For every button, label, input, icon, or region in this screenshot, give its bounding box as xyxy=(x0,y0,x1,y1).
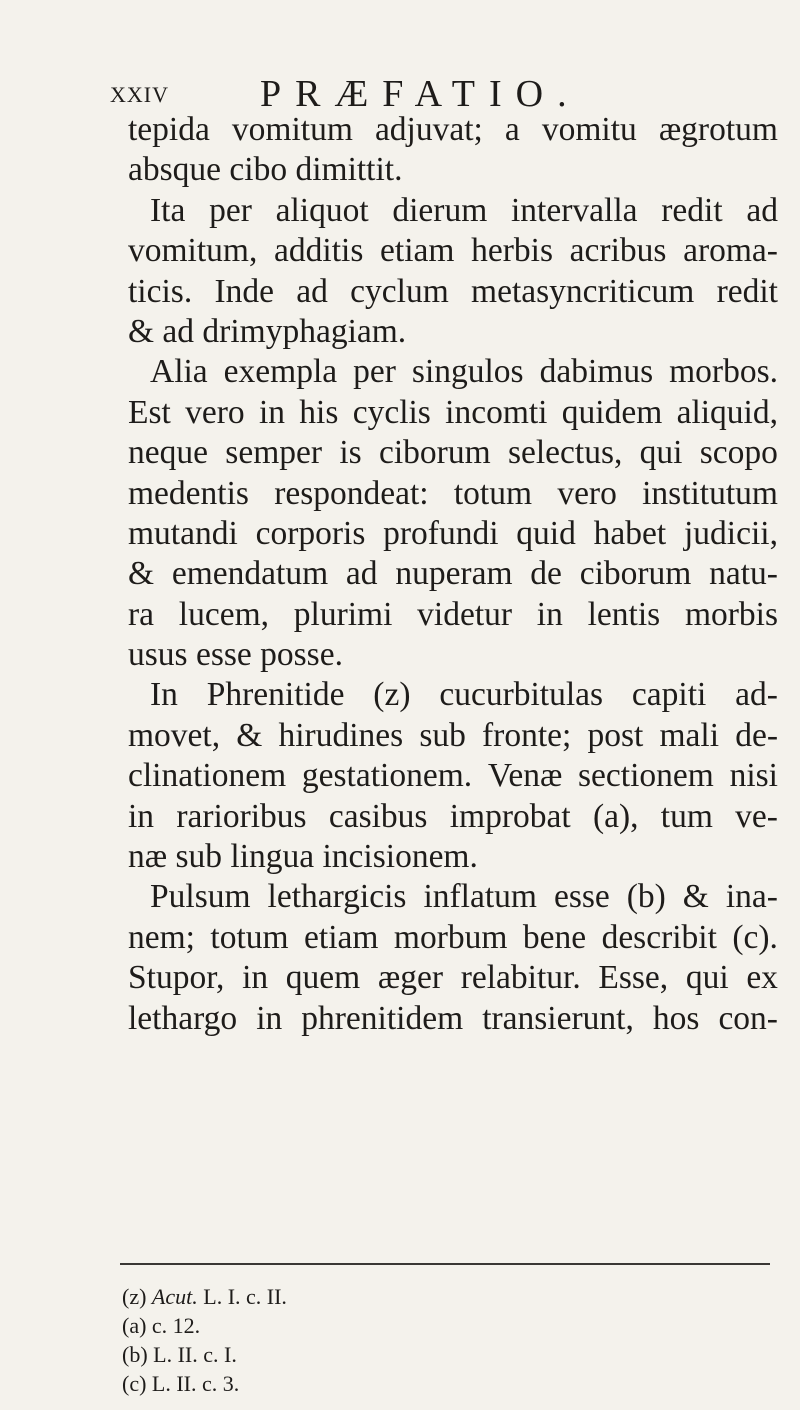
word: etiam xyxy=(380,232,455,270)
word: improbat xyxy=(449,797,571,835)
word: phrenitidem xyxy=(301,999,464,1037)
word: ina- xyxy=(725,878,778,916)
word: Ita xyxy=(150,191,186,229)
word: (a), xyxy=(592,797,639,835)
word: redit xyxy=(716,272,778,310)
word: respondeat: xyxy=(274,474,429,512)
word: etiam xyxy=(304,918,379,956)
word: profundi xyxy=(383,514,499,552)
word: incomti xyxy=(445,393,548,431)
text-line xyxy=(128,514,778,554)
word: vomitum xyxy=(231,111,353,148)
word: ciborum xyxy=(579,555,692,593)
footnote-reference: L. I. c. II. xyxy=(203,1284,287,1309)
word: movet, xyxy=(128,716,221,754)
word: ciborum xyxy=(379,434,491,472)
word: vomitu xyxy=(541,111,637,148)
word: quidem xyxy=(561,393,663,431)
word: Stupor, xyxy=(128,959,225,997)
word: Venæ xyxy=(487,757,563,795)
word: ad xyxy=(345,555,378,593)
text-line: absque cibo dimittit. xyxy=(128,151,403,189)
footnote-reference: c. 12. xyxy=(151,1313,201,1338)
word: scopo xyxy=(699,434,778,472)
word: casibus xyxy=(328,797,428,835)
word: totum xyxy=(210,918,289,956)
word: lucem, xyxy=(178,595,270,633)
word: ad xyxy=(296,272,328,310)
word: dabimus xyxy=(539,353,654,391)
word: tum xyxy=(660,797,713,835)
text-line: usus esse posse. xyxy=(128,636,343,674)
text-line xyxy=(128,877,778,917)
footnote-mark: (z) xyxy=(122,1284,152,1309)
text-line xyxy=(128,110,778,150)
word: morbum xyxy=(393,918,508,956)
word: æger xyxy=(377,959,444,997)
word: metasyncriticum xyxy=(471,272,695,310)
word: bene xyxy=(522,918,587,956)
text-line xyxy=(128,231,778,271)
word: cyclis xyxy=(352,393,431,431)
word: singulos xyxy=(411,353,524,391)
footnote-reference: L. II. c. I. xyxy=(153,1342,237,1367)
word: plurimi xyxy=(293,595,393,633)
text-line: næ sub lingua incisionem. xyxy=(128,838,478,876)
footnote xyxy=(122,1369,287,1398)
word: totum xyxy=(453,474,533,512)
word: sub xyxy=(419,716,466,754)
text-line: & ad drimyphagiam. xyxy=(128,312,407,350)
text-line xyxy=(128,918,778,958)
text-line xyxy=(128,191,778,231)
word: cyclum xyxy=(350,272,449,310)
text-line xyxy=(128,999,778,1039)
word: clinationem xyxy=(128,757,287,795)
word: (c). xyxy=(732,918,778,956)
word: morbos. xyxy=(669,353,778,391)
text-line xyxy=(128,958,778,998)
word: & xyxy=(236,716,263,754)
text-line xyxy=(128,474,778,514)
word: selectus, xyxy=(507,434,623,472)
word: esse xyxy=(553,878,610,916)
word: vomitum, xyxy=(128,232,258,270)
word: lethargo xyxy=(128,999,238,1037)
word: videtur xyxy=(417,595,513,633)
word: post xyxy=(587,716,644,754)
text-line xyxy=(128,595,778,635)
footnote-mark: (b) xyxy=(122,1342,154,1367)
word: qui xyxy=(639,434,683,472)
word: de- xyxy=(735,716,778,754)
word: Inde xyxy=(214,272,274,310)
word: herbis xyxy=(471,232,553,270)
text-line xyxy=(128,393,778,433)
text-line xyxy=(128,675,778,715)
word: acribus xyxy=(569,232,667,270)
word: neque xyxy=(128,434,208,472)
footnote xyxy=(122,1282,287,1311)
word: in xyxy=(258,393,285,431)
word: Pulsum xyxy=(150,878,251,916)
word: in xyxy=(536,595,563,633)
word: In xyxy=(150,676,178,714)
text-line xyxy=(128,272,778,312)
page-header xyxy=(110,60,770,115)
running-title: PRÆFATIO. xyxy=(260,73,581,115)
footnote-mark: (a) xyxy=(122,1313,152,1338)
word: Esse, xyxy=(598,959,669,997)
word: vero xyxy=(185,393,245,431)
word: & xyxy=(128,555,155,593)
word: lentis xyxy=(587,595,661,633)
footnote xyxy=(122,1340,287,1369)
word: rarioribus xyxy=(176,797,307,835)
text-line xyxy=(128,433,778,473)
word: morbis xyxy=(684,595,778,633)
word: institutum xyxy=(642,474,778,512)
word: Alia xyxy=(150,353,208,391)
word: quid xyxy=(516,514,576,552)
text-line xyxy=(128,554,778,594)
word: (b) xyxy=(626,878,666,916)
word: & xyxy=(682,878,709,916)
word: nisi xyxy=(729,757,778,795)
word: hos xyxy=(652,999,700,1037)
word: medentis xyxy=(128,474,249,512)
word: lethargicis xyxy=(267,878,407,916)
word: natu- xyxy=(709,555,778,593)
word: additis xyxy=(274,232,364,270)
footnotes xyxy=(122,1282,287,1398)
word: describit xyxy=(601,918,717,956)
word: Phrenitide xyxy=(206,676,345,714)
text-line xyxy=(128,756,778,796)
body-text xyxy=(128,110,778,1039)
word: is xyxy=(339,434,362,472)
word: dierum xyxy=(392,191,488,229)
word: per xyxy=(353,353,396,391)
word: emendatum xyxy=(171,555,329,593)
word: capiti xyxy=(631,676,707,714)
word: aliquid, xyxy=(676,393,778,431)
word: transierunt, xyxy=(482,999,634,1037)
word: (z) xyxy=(373,676,411,714)
word: inflatum xyxy=(423,878,537,916)
word: intervalla xyxy=(511,191,638,229)
word: aroma- xyxy=(683,232,778,270)
word: his xyxy=(299,393,339,431)
word: mutandi xyxy=(128,514,238,552)
word: redit xyxy=(661,191,723,229)
word: vero xyxy=(557,474,617,512)
page-number: XXIV xyxy=(110,82,169,107)
word: in xyxy=(256,999,283,1037)
footnote-work-title: Acut. xyxy=(151,1284,204,1309)
word: de xyxy=(530,555,562,593)
word: ve- xyxy=(735,797,778,835)
footnote-divider xyxy=(120,1263,770,1265)
word: nuperam xyxy=(395,555,513,593)
word: qui xyxy=(685,959,729,997)
word: judicii, xyxy=(683,514,778,552)
word: habet xyxy=(593,514,667,552)
word: gestationem. xyxy=(301,757,473,795)
word: ex xyxy=(746,959,778,997)
footnote-mark: (c) xyxy=(122,1371,152,1396)
word: con- xyxy=(718,999,778,1037)
word: fronte; xyxy=(482,716,572,754)
word: relabitur. xyxy=(460,959,581,997)
word: per xyxy=(209,191,252,229)
word: semper xyxy=(225,434,323,472)
word: exempla xyxy=(223,353,338,391)
word: quem xyxy=(285,959,361,997)
text-line xyxy=(128,716,778,756)
text-line xyxy=(128,797,778,837)
word: sectionem xyxy=(578,757,714,795)
word: ad- xyxy=(735,676,778,714)
word: in xyxy=(128,797,155,835)
word: hirudines xyxy=(278,716,404,754)
word: adjuvat; xyxy=(374,111,483,148)
word: a xyxy=(504,111,520,148)
word: ad xyxy=(746,191,778,229)
footnote-reference: L. II. c. 3. xyxy=(151,1371,240,1396)
word: in xyxy=(242,959,269,997)
word: ægrotum xyxy=(658,111,778,148)
word: aliquot xyxy=(275,191,369,229)
word: corporis xyxy=(255,514,366,552)
word: ticis. xyxy=(128,272,193,310)
text-line xyxy=(128,352,778,392)
word: tepida xyxy=(128,111,210,148)
word: cucurbitulas xyxy=(439,676,604,714)
word: nem; xyxy=(128,918,195,956)
word: Est xyxy=(128,393,171,431)
word: ra xyxy=(128,595,155,633)
footnote xyxy=(122,1311,287,1340)
word: mali xyxy=(659,716,720,754)
